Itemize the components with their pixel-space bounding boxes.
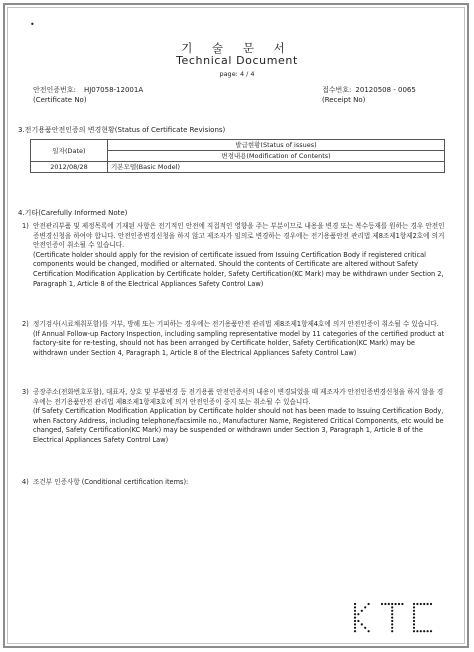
note-item-english-text: (Certificate holder should apply for the revision of certificate issued from Issuing Certification Body if registered critical components would be changed, modified or alternated. Should the contents of Certificate are altered without Safety Certification Modification Application by Certificate holder, Safety Certification(KC Mark) may be withdrawn under Section 2, Paragraph 1, Article 8 of the Electrical Appliances Safety Control Law) <box>33 250 444 288</box>
section-4-heading: 4.기타(Carefully Informed Note) <box>18 209 128 217</box>
certificate-number-block <box>33 86 143 105</box>
note-item-number: 2) <box>22 320 29 328</box>
note-item-1 <box>18 222 448 289</box>
note-item-2 <box>18 320 448 358</box>
cert-no-label-ko: 안전인증번호: <box>33 86 76 94</box>
row-contents: 기본모델(Basic Model) <box>108 162 445 173</box>
cert-no-label-en: (Certificate No) <box>33 95 87 104</box>
note-item-korean-text: 안전관리부품 및 제정목록에 기재된 사항은 전기적인 안전에 직접적인 영향을 주는 부분이므로 내용을 변경 또는 복수등재를 원하는 경우 안전인증변경신청을 하여야 합니다. 안전인증변경신청을 하지 않고 제조자가 임의로 변경하는 경우에는 전기용품안전 관리법 제8조제1항제2호에 의거 안전인증이 취소될 수 있습니다. <box>33 222 445 250</box>
note-item-korean-text: 공장주소(전화번호포함), 대표자, 상호 및 부품변경 등 전기용품 안전인증서의 내용이 변경되었을 때 제조자가 안전인증변경신청을 하지 않을 경우에는 전기용품안전 관리법 제8조제1항제3호에 의거 안전인증이 중지 또는 취소될 수 있습니다. <box>33 388 444 406</box>
receipt-no-label-en: (Receipt No) <box>322 95 366 104</box>
row-date: 2012/08/28 <box>31 162 108 173</box>
note-item-english-text: (If Safety Certification Modification Application by Certificate holder should not has been made to Issuing Certification Body, when Factory Address, including telephone/facsimile no., Manufacturer Name, Registered Critical Components, etc would be changed, Safety Certification(KC Mark) may be suspended or withdrawn under Section 3, Paragraph 1, Article 8 of the Electrical Appliances Safety Control Law) <box>33 407 444 444</box>
receipt-no-label-ko: 접수번호: <box>322 86 352 94</box>
ktc-logo-icon <box>352 601 438 633</box>
note-item-number: 1) <box>22 222 29 230</box>
revisions-table-header-row <box>31 140 445 151</box>
document-title-korean: 기 술 문 서 <box>181 41 293 55</box>
receipt-number-block <box>322 86 416 105</box>
document-title-english: Technical Document <box>176 54 298 67</box>
note-item-3 <box>18 388 448 446</box>
cert-no-value: HJ07058-12001A <box>83 86 144 94</box>
page-number: page: 4 / 4 <box>219 70 255 78</box>
note-item-korean-text: 조건부 인증사항 (Conditional certification items): <box>33 478 189 486</box>
note-item-english-text: (If Annual Follow-up Factory Inspection, including sampling representative model by 11 categories of the certified product at factory-site for re-testing, should not has been arranged by Certificate holder, Safety Certification(KC Mark) may be withdrawn under Section 4, Paragraph 1, Article 8 of the Electrical Appliances Safety Control Law) <box>33 329 445 357</box>
note-item-number: 4) <box>22 478 29 486</box>
date-header: 일자(Date) <box>31 140 108 162</box>
note-item-number: 3) <box>22 388 29 396</box>
receipt-no-value: 20120508 - 0065 <box>355 86 416 94</box>
note-item-korean-text: 정기검사(시료채취포함)를 거부, 방해 또는 기피하는 경우에는 전기용품안전 관리법 제8조제1항제4호에 의거 안전인증이 취소될 수 있습니다. <box>33 320 439 328</box>
table-row <box>31 162 445 173</box>
corner-dot: • <box>30 20 35 29</box>
section-3-heading: 3.전기용품안전인증의 변경현황(Status of Certificate Revisions) <box>18 126 226 134</box>
revisions-table <box>30 139 445 173</box>
note-item-4 <box>18 478 448 488</box>
contents-header: 변경내용(Modification of Contents) <box>108 151 445 162</box>
issue-header: 발급현황(Status of issues) <box>108 140 445 151</box>
